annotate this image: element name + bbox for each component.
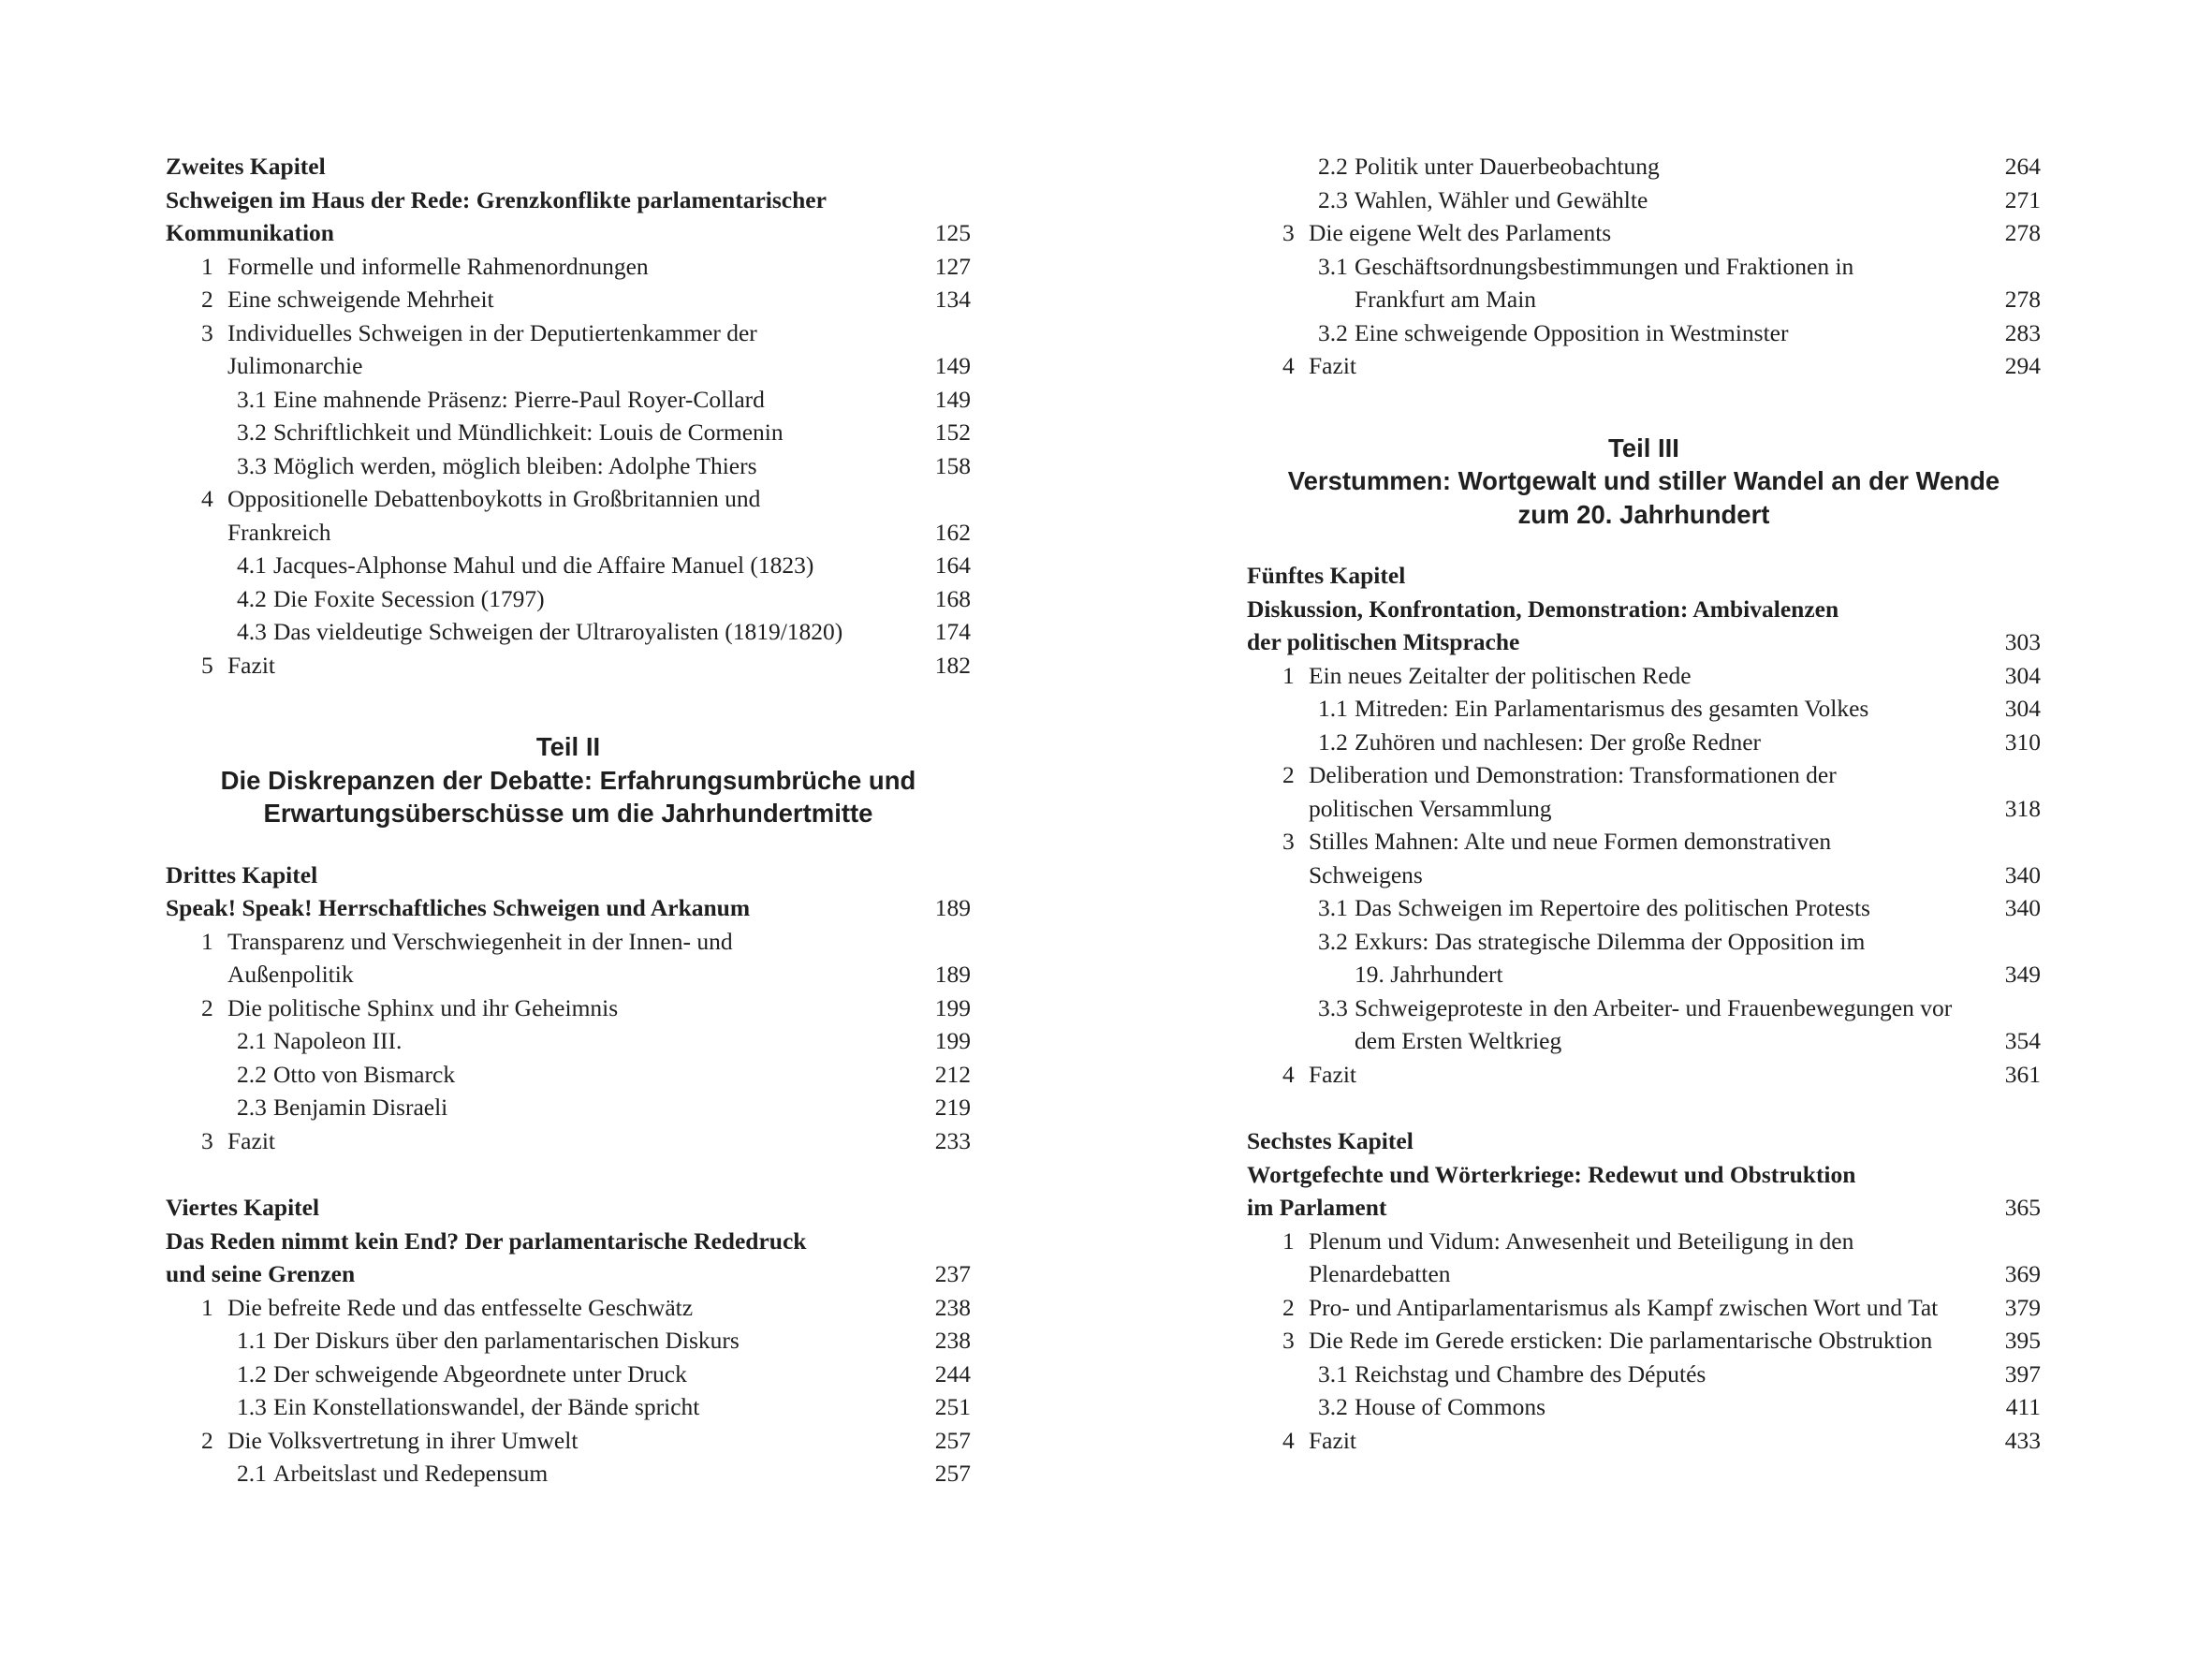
- toc-entry-page-number: 379: [2004, 1293, 2041, 1321]
- toc-entry-page-number: 212: [934, 1060, 971, 1088]
- toc-entry-page-number: 340: [2004, 894, 2041, 921]
- toc-entry: [1247, 692, 2041, 726]
- toc-entry-text: Fünftes Kapitel: [1247, 562, 1406, 589]
- part-title-block: [1247, 432, 2041, 532]
- toc-entry: [166, 150, 971, 184]
- toc-entry: [166, 250, 971, 284]
- toc-entry-text: Der schweigende Abgeordnete unter Druck: [273, 1359, 687, 1387]
- toc-entry: [1247, 1324, 2041, 1358]
- toc-entry: [1247, 1358, 2041, 1391]
- toc-entry-number: 4: [1282, 352, 1295, 379]
- toc-entry: [166, 184, 971, 217]
- toc-entry: [166, 1225, 971, 1258]
- toc-entry-page-number: 318: [2004, 794, 2041, 822]
- toc-entry: [1247, 758, 2041, 792]
- toc-entry-number: 3.1: [1318, 1359, 1348, 1387]
- toc-entry: [1247, 1424, 2041, 1458]
- toc-entry: [1247, 559, 2041, 593]
- chapter-block: [1247, 559, 2041, 1091]
- toc-entry-page-number: 361: [2004, 1060, 2041, 1088]
- toc-entry: [1247, 216, 2041, 250]
- toc-entry-text: Schweigeproteste in den Arbeiter- und Frauenbewegungen vor: [1355, 993, 1953, 1021]
- toc-entry-number: 1.2: [1318, 727, 1348, 756]
- toc-entry-page-number: 411: [2005, 1393, 2041, 1420]
- toc-entry: [1247, 1024, 2041, 1058]
- toc-entry-number: 4: [1282, 1060, 1295, 1088]
- toc-entry-text: Drittes Kapitel: [166, 860, 318, 888]
- toc-entry: [1247, 593, 2041, 626]
- toc-entry-text: House of Commons: [1355, 1393, 1545, 1420]
- toc-entry-text: Plenardebatten: [1309, 1260, 1451, 1287]
- toc-entry-text: Eine schweigende Opposition in Westminster: [1355, 318, 1789, 346]
- toc-entry-text: Die politische Sphinx und ihr Geheimnis: [227, 993, 619, 1021]
- part-title-line: Die Diskrepanzen der Debatte: Erfahrungsumbrüche und: [220, 765, 916, 795]
- toc-entry-text: politischen Versammlung: [1309, 794, 1552, 822]
- toc-entry: [1247, 184, 2041, 217]
- toc-entry: [166, 1191, 971, 1225]
- toc-entry-number: 3: [1282, 219, 1295, 246]
- toc-entry: [166, 582, 971, 616]
- toc-entry-text: Kommunikation: [166, 219, 334, 246]
- toc-entry: [166, 1358, 971, 1391]
- toc-entry-text: Benjamin Disraeli: [273, 1094, 448, 1121]
- toc-entry-number: 2: [201, 1426, 213, 1454]
- toc-entry-page-number: 310: [2004, 727, 2041, 756]
- toc-entry-page-number: 397: [2004, 1359, 2041, 1387]
- toc-entry-text: Fazit: [1309, 1426, 1356, 1454]
- toc-entry-number: 3.2: [1318, 927, 1348, 955]
- toc-entry-page-number: 127: [934, 252, 971, 280]
- chapter-block: [166, 1191, 971, 1490]
- toc-entry-text: Oppositionelle Debattenboykotts in Großbritannien und: [227, 485, 761, 512]
- toc-page-left: [166, 150, 971, 1490]
- toc-entry-text: Frankreich: [227, 518, 331, 546]
- toc-entry: [166, 1024, 971, 1058]
- toc-entry: [1247, 825, 2041, 859]
- toc-entry-page-number: 365: [2004, 1194, 2041, 1221]
- toc-entry: [166, 925, 971, 959]
- toc-entry-page-number: 395: [2004, 1327, 2041, 1354]
- toc-entry: [1247, 659, 2041, 693]
- toc-entry-page-number: 162: [934, 518, 971, 546]
- part-title-block: [166, 730, 971, 830]
- toc-entry-text: Otto von Bismarck: [273, 1060, 456, 1088]
- toc-entry-page-number: 433: [2004, 1426, 2041, 1454]
- toc-entry-page-number: 304: [2004, 661, 2041, 689]
- toc-entry-text: Stilles Mahnen: Alte und neue Formen demonstrativen: [1309, 828, 1832, 855]
- toc-entry-text: Schriftlichkeit und Mündlichkeit: Louis de Cormenin: [273, 418, 784, 446]
- part-title-line: Verstummen: Wortgewalt und stiller Wandel an der Wende: [1287, 466, 2000, 495]
- toc-entry: [166, 1324, 971, 1358]
- toc-entry-text: Ein Konstellationswandel, der Bände spricht: [273, 1393, 700, 1420]
- toc-entry: [166, 859, 971, 892]
- toc-entry-text: Geschäftsordnungsbestimmungen und Fraktionen in: [1355, 252, 1854, 280]
- toc-entry-text: Julimonarchie: [227, 352, 363, 379]
- toc-entry-number: 1.2: [237, 1359, 267, 1387]
- part-title-line: Teil III: [1608, 433, 1679, 462]
- toc-entry: [166, 1390, 971, 1424]
- toc-entry-number: 3.1: [1318, 252, 1348, 280]
- toc-entry-number: 2: [1282, 1293, 1295, 1321]
- toc-entry-number: 1.3: [237, 1393, 267, 1420]
- toc-entry-number: 1: [1282, 661, 1295, 689]
- toc-entry-text: Plenum und Vidum: Anwesenheit und Beteiligung in den: [1309, 1226, 1854, 1255]
- toc-entry-text: im Parlament: [1247, 1194, 1387, 1221]
- toc-entry-text: Der Diskurs über den parlamentarischen Diskurs: [273, 1327, 740, 1354]
- toc-entry: [1247, 925, 2041, 959]
- toc-entry: [166, 958, 971, 991]
- toc-entry-number: 3.1: [237, 385, 267, 413]
- toc-entry-page-number: 199: [934, 993, 971, 1021]
- toc-entry-page-number: 283: [2004, 318, 2041, 346]
- toc-entry-text: Fazit: [1309, 352, 1356, 379]
- toc-entry-page-number: 237: [934, 1260, 971, 1287]
- toc-entry: [1247, 1291, 2041, 1325]
- toc-entry-text: Frankfurt am Main: [1355, 286, 1537, 313]
- toc-entry-text: Zuhören und nachlesen: Der große Redner: [1355, 727, 1762, 756]
- toc-entry-text: der politischen Mitsprache: [1247, 628, 1520, 655]
- toc-entry-text: Die befreite Rede und das entfesselte Geschwätz: [227, 1293, 694, 1321]
- toc-entry-text: Individuelles Schweigen in der Deputiertenkammer der: [227, 318, 757, 346]
- toc-page-right: [1247, 150, 2041, 1457]
- toc-entry-text: Die eigene Welt des Parlaments: [1309, 219, 1612, 246]
- toc-entry-text: 19. Jahrhundert: [1355, 961, 1503, 988]
- toc-entry: [1247, 1257, 2041, 1291]
- toc-entry-number: 1: [1282, 1226, 1295, 1255]
- toc-entry-text: Formelle und informelle Rahmenordnungen: [227, 252, 649, 280]
- toc-entry-page-number: 168: [934, 584, 971, 612]
- toc-entry: [1247, 625, 2041, 659]
- toc-entry-page-number: 149: [934, 385, 971, 413]
- toc-entry-text: Viertes Kapitel: [166, 1194, 320, 1221]
- toc-entry-page-number: 174: [934, 618, 971, 645]
- toc-entry-number: 2: [201, 993, 213, 1021]
- toc-entry: [166, 383, 971, 417]
- toc-entry-page-number: 189: [934, 961, 971, 988]
- toc-entry-number: 3: [201, 318, 213, 346]
- toc-entry-text: Jacques-Alphonse Mahul und die Affaire Manuel (1823): [273, 551, 814, 579]
- toc-entry-number: 1: [201, 1293, 213, 1321]
- toc-entry-text: Diskussion, Konfrontation, Demonstration: Ambivalenzen: [1247, 595, 1839, 623]
- toc-entry-text: Speak! Speak! Herrschaftliches Schweigen und Arkanum: [166, 894, 751, 921]
- toc-entry-page-number: 233: [934, 1126, 971, 1154]
- toc-entry-text: Die Foxite Secession (1797): [273, 584, 545, 612]
- toc-entry-page-number: 164: [934, 551, 971, 579]
- toc-entry-number: 5: [201, 651, 213, 679]
- toc-entry: [1247, 250, 2041, 284]
- toc-entry-text: Schweigen im Haus der Rede: Grenzkonflikte parlamentarischer: [166, 185, 827, 213]
- toc-entry-text: Außenpolitik: [227, 961, 354, 988]
- toc-entry: [166, 1424, 971, 1458]
- toc-entry-number: 2.3: [237, 1094, 267, 1121]
- toc-entry-text: Pro- und Antiparlamentarismus als Kampf zwischen Wort und Tat: [1309, 1293, 1939, 1321]
- toc-entry-page-number: 257: [934, 1426, 971, 1454]
- toc-entry-number: 2.1: [237, 1460, 267, 1487]
- toc-entry-text: Das vieldeutige Schweigen der Ultraroyalisten (1819/1820): [273, 618, 843, 645]
- toc-entry-text: Napoleon III.: [273, 1027, 403, 1054]
- toc-entry-text: Ein neues Zeitalter der politischen Rede: [1309, 661, 1692, 689]
- toc-entry-text: Transparenz und Verschwiegenheit in der Innen- und: [227, 927, 733, 955]
- toc-entry: [166, 316, 971, 350]
- toc-entry-page-number: 304: [2004, 695, 2041, 722]
- toc-entry-number: 1.1: [237, 1327, 267, 1354]
- toc-entry: [166, 649, 971, 683]
- toc-entry-text: Wortgefechte und Wörterkriege: Redewut und Obstruktion: [1247, 1160, 1856, 1188]
- toc-entry-text: Exkurs: Das strategische Dilemma der Opposition im: [1355, 927, 1866, 955]
- toc-entry: [166, 1124, 971, 1158]
- toc-entry-page-number: 152: [934, 418, 971, 446]
- toc-entry-number: 3.2: [1318, 318, 1348, 346]
- toc-entry: [1247, 150, 2041, 184]
- toc-entry-number: 4.1: [237, 551, 267, 579]
- toc-entry: [1247, 792, 2041, 826]
- toc-entry: [166, 615, 971, 649]
- toc-entry-number: 2.3: [1318, 185, 1348, 213]
- toc-entry-text: Das Reden nimmt kein End? Der parlamentarische Rededruck: [166, 1226, 807, 1255]
- toc-entry-text: und seine Grenzen: [166, 1260, 356, 1287]
- toc-entry: [166, 283, 971, 316]
- toc-entry-text: Arbeitslast und Redepensum: [273, 1460, 549, 1487]
- chapter-block: [1247, 1124, 2041, 1457]
- toc-entry-text: Politik unter Dauerbeobachtung: [1355, 153, 1660, 180]
- toc-entry-number: 2: [1282, 761, 1295, 788]
- toc-entry-page-number: 303: [2004, 628, 2041, 655]
- toc-entry: [166, 1457, 971, 1490]
- toc-entry-text: Möglich werden, möglich bleiben: Adolphe Thiers: [273, 451, 757, 479]
- toc-entry: [1247, 316, 2041, 350]
- toc-entry-number: 3.3: [1318, 993, 1348, 1021]
- toc-entry: [1247, 1191, 2041, 1225]
- toc-entry-page-number: 354: [2004, 1027, 2041, 1054]
- toc-entry: [166, 516, 971, 550]
- toc-entry: [166, 416, 971, 449]
- toc-entry-number: 4: [1282, 1426, 1295, 1454]
- toc-entry-number: 3.2: [1318, 1393, 1348, 1420]
- toc-entry-page-number: 278: [2004, 219, 2041, 246]
- toc-entry-text: dem Ersten Weltkrieg: [1355, 1027, 1562, 1054]
- toc-entry-page-number: 125: [934, 219, 971, 246]
- part-title-line: zum 20. Jahrhundert: [1517, 499, 1770, 529]
- toc-entry-text: Eine mahnende Präsenz: Pierre-Paul Royer-Collard: [273, 385, 765, 413]
- toc-entry-text: Schweigens: [1309, 860, 1423, 888]
- chapter-block: [166, 150, 971, 682]
- toc-entry-text: Fazit: [1309, 1060, 1356, 1088]
- chapter-block: [166, 859, 971, 1158]
- toc-entry-page-number: 244: [934, 1359, 971, 1387]
- toc-entry: [166, 216, 971, 250]
- toc-entry-number: 3: [1282, 828, 1295, 855]
- toc-entry-text: Wahlen, Wähler und Gewählte: [1355, 185, 1648, 213]
- toc-entry: [1247, 859, 2041, 892]
- toc-entry-text: Die Volksvertretung in ihrer Umwelt: [227, 1426, 579, 1454]
- toc-entry-page-number: 271: [2004, 185, 2041, 213]
- toc-entry: [1247, 726, 2041, 759]
- toc-entry: [1247, 891, 2041, 925]
- toc-entry: [166, 991, 971, 1025]
- toc-entry-text: Reichstag und Chambre des Députés: [1355, 1359, 1707, 1387]
- toc-entry: [166, 349, 971, 383]
- toc-entry: [166, 1257, 971, 1291]
- toc-entry-number: 3: [1282, 1327, 1295, 1354]
- toc-entry-number: 4: [201, 485, 213, 512]
- toc-entry-page-number: 278: [2004, 286, 2041, 313]
- toc-entry: [1247, 1390, 2041, 1424]
- toc-entry-number: 4.3: [237, 618, 267, 645]
- toc-entry-number: 1: [201, 252, 213, 280]
- toc-entry-number: 2.2: [1318, 153, 1348, 180]
- toc-entry: [1247, 1124, 2041, 1158]
- toc-entry-page-number: 349: [2004, 961, 2041, 988]
- toc-entry-page-number: 182: [934, 651, 971, 679]
- toc-entry-number: 2.2: [237, 1060, 267, 1088]
- toc-entry-text: Fazit: [227, 1126, 275, 1154]
- toc-entry: [1247, 991, 2041, 1025]
- toc-entry: [1247, 1158, 2041, 1192]
- toc-entry-page-number: 158: [934, 451, 971, 479]
- toc-entry-page-number: 264: [2004, 153, 2041, 180]
- toc-entry-page-number: 134: [934, 286, 971, 313]
- toc-entry-page-number: 294: [2004, 352, 2041, 379]
- toc-entry: [166, 449, 971, 483]
- toc-entry-number: 3: [201, 1126, 213, 1154]
- toc-entry-page-number: 238: [934, 1327, 971, 1354]
- toc-entry-text: Mitreden: Ein Parlamentarismus des gesamten Volkes: [1355, 695, 1869, 722]
- toc-entry-text: Sechstes Kapitel: [1247, 1127, 1414, 1154]
- toc-entry-page-number: 340: [2004, 860, 2041, 888]
- toc-entry-page-number: 199: [934, 1027, 971, 1054]
- chapter-block: [1247, 150, 2041, 383]
- toc-entry-number: 4.2: [237, 584, 267, 612]
- toc-entry: [166, 549, 971, 582]
- toc-entry-page-number: 189: [934, 894, 971, 921]
- toc-entry-number: 1.1: [1318, 695, 1348, 722]
- toc-entry-page-number: 369: [2004, 1260, 2041, 1287]
- toc-entry: [166, 1058, 971, 1092]
- toc-entry: [166, 1091, 971, 1124]
- toc-entry-text: Fazit: [227, 651, 275, 679]
- toc-entry: [1247, 1225, 2041, 1258]
- toc-entry-number: 3.3: [237, 451, 267, 479]
- toc-entry-text: Eine schweigende Mehrheit: [227, 286, 494, 313]
- toc-entry: [1247, 349, 2041, 383]
- toc-entry-number: 3.1: [1318, 894, 1348, 921]
- toc-entry-text: Das Schweigen im Repertoire des politischen Protests: [1355, 894, 1870, 921]
- toc-entry-number: 2.1: [237, 1027, 267, 1054]
- toc-entry: [166, 891, 971, 925]
- toc-entry-page-number: 251: [934, 1393, 971, 1420]
- toc-entry-number: 2: [201, 286, 213, 313]
- toc-entry-text: Die Rede im Gerede ersticken: Die parlamentarische Obstruktion: [1309, 1327, 1933, 1354]
- toc-entry: [1247, 958, 2041, 991]
- toc-entry-text: Zweites Kapitel: [166, 153, 326, 180]
- toc-entry-page-number: 238: [934, 1293, 971, 1321]
- toc-entry: [166, 482, 971, 516]
- toc-entry-page-number: 219: [934, 1094, 971, 1121]
- part-title-line: Teil II: [535, 732, 601, 761]
- toc-entry-number: 3.2: [237, 418, 267, 446]
- part-title-line: Erwartungsüberschüsse um die Jahrhundertmitte: [263, 799, 873, 828]
- toc-entry-text: Deliberation und Demonstration: Transformationen der: [1309, 761, 1837, 788]
- toc-entry: [1247, 283, 2041, 316]
- toc-entry-page-number: 149: [934, 352, 971, 379]
- toc-entry: [166, 1291, 971, 1325]
- toc-entry-number: 1: [201, 927, 213, 955]
- toc-entry-page-number: 257: [934, 1460, 971, 1487]
- toc-entry: [1247, 1058, 2041, 1092]
